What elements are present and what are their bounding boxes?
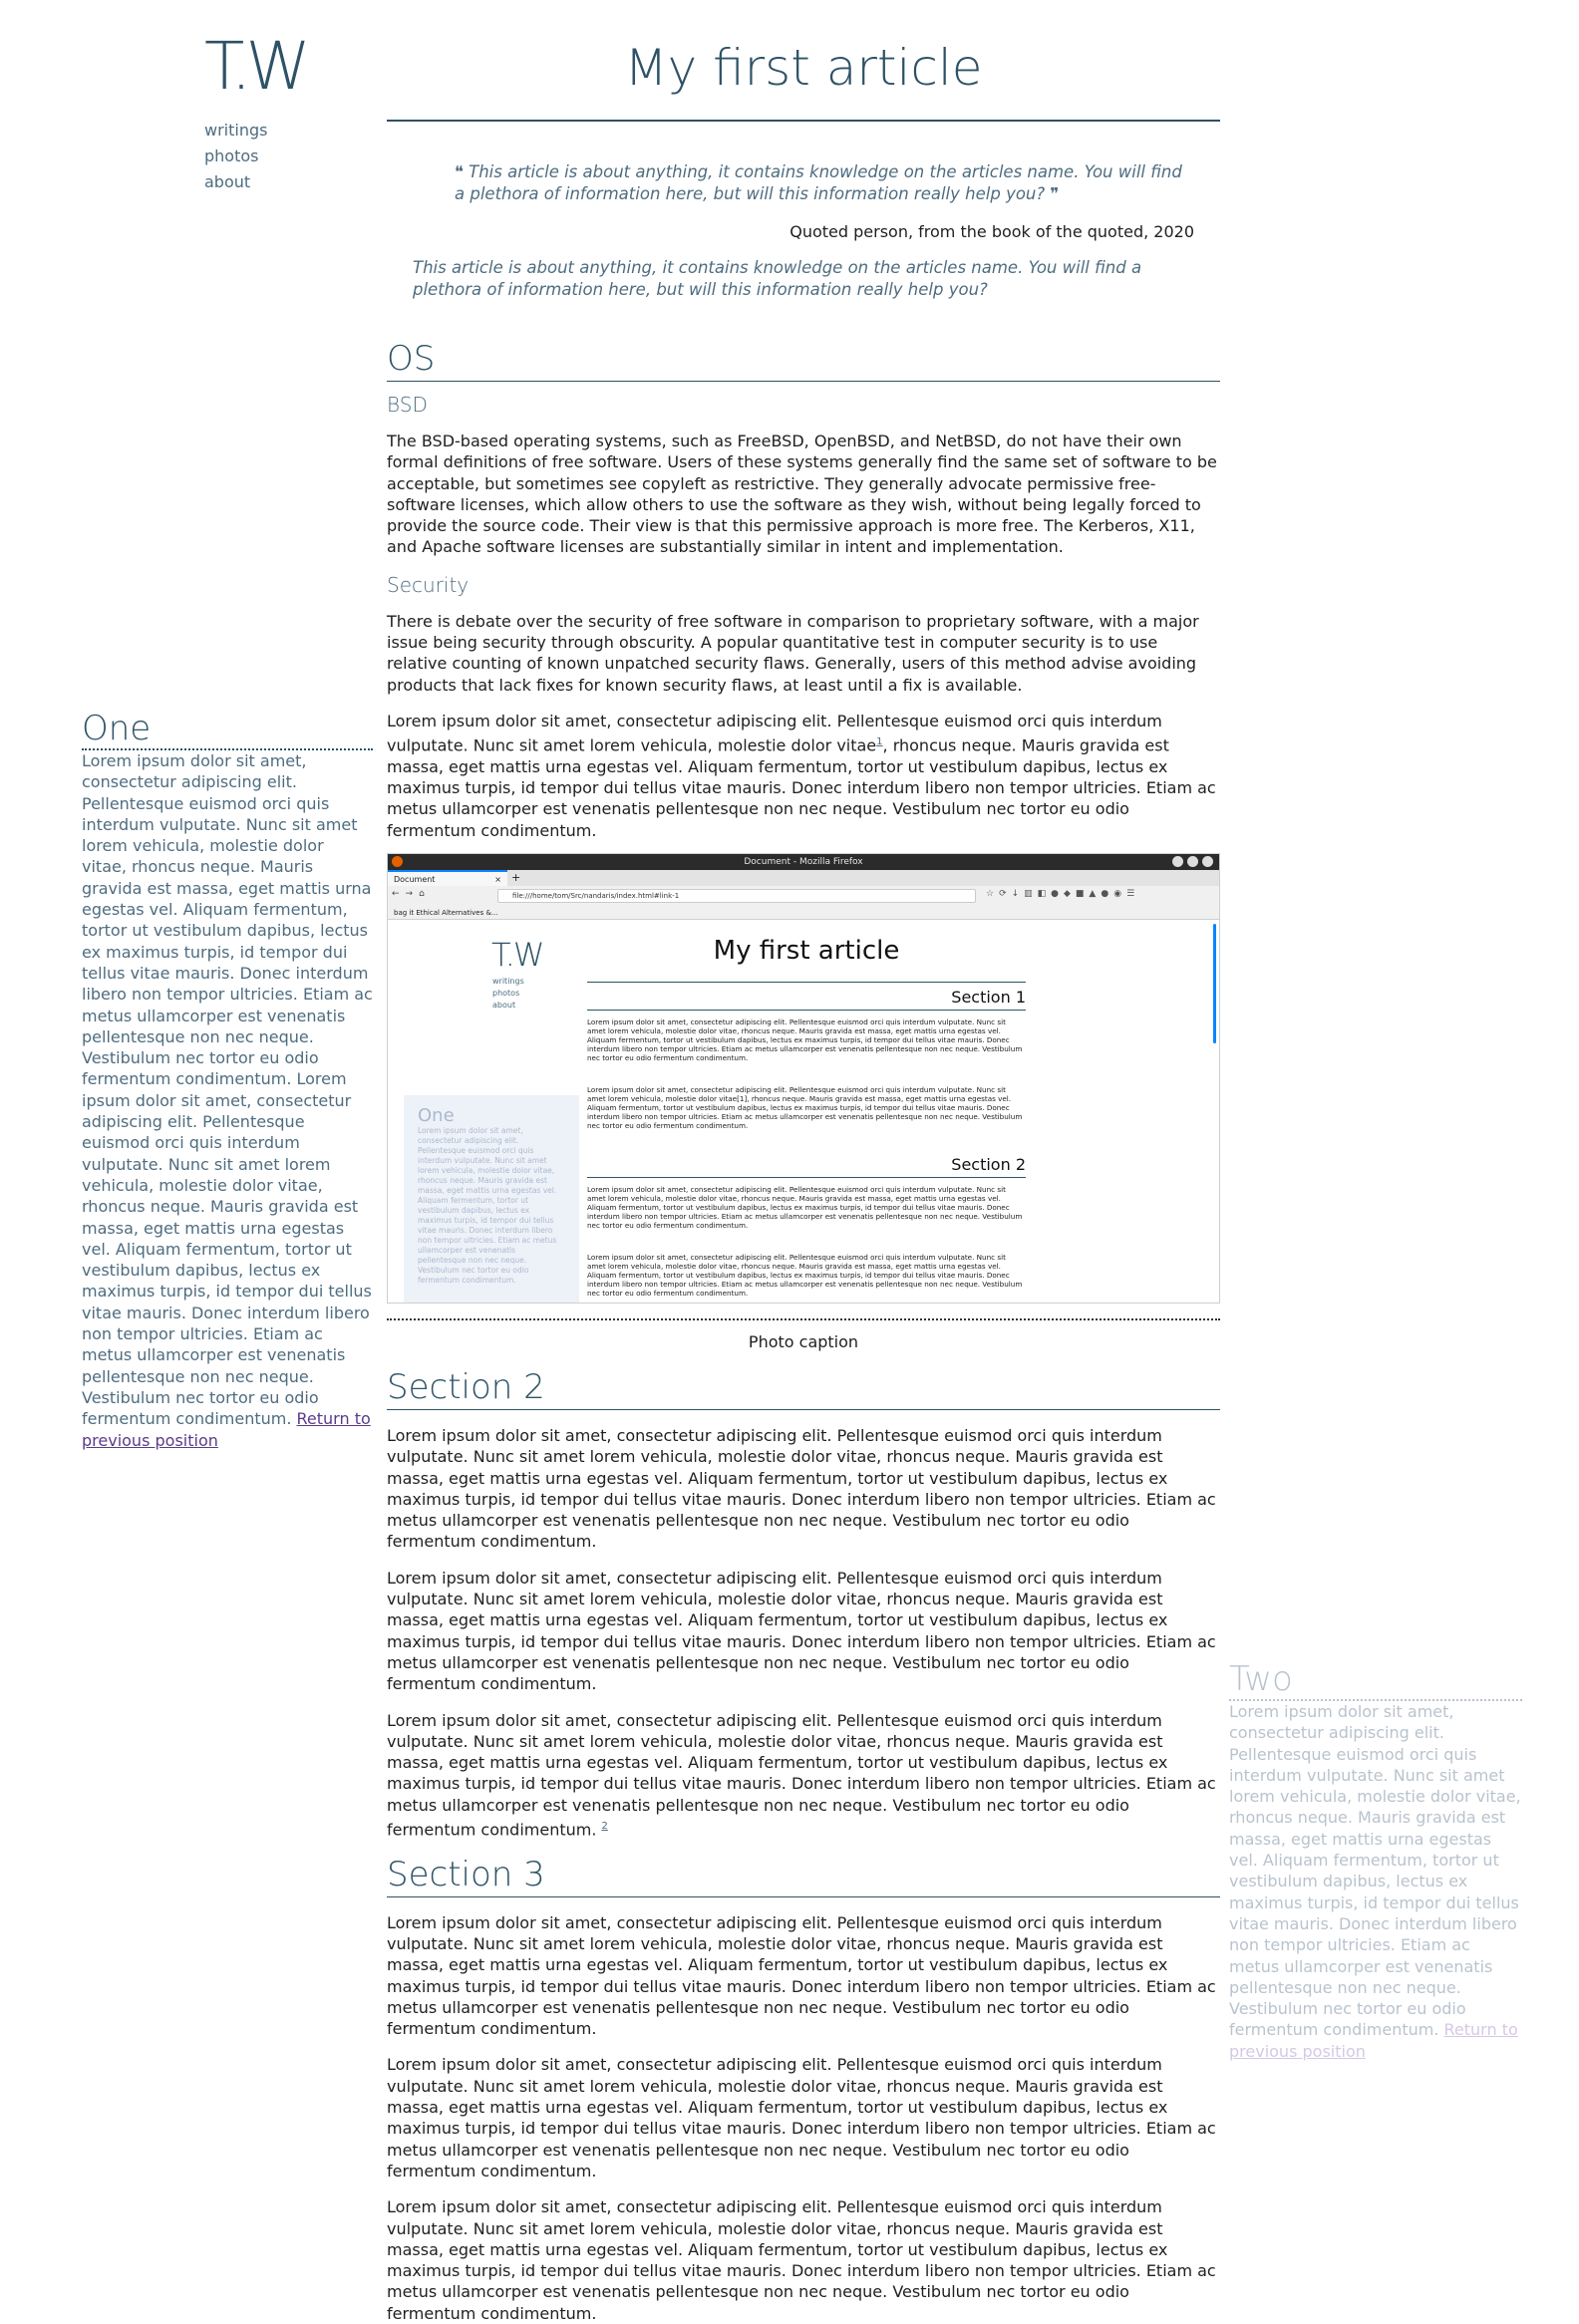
embedded-paragraph-footnote: Lorem ipsum dolor sit amet, consectetur adipiscing elit. Pellentesque euismod orci quis interdum vulputate. Nunc sit amet lorem vehicula, molestie dolor vitae[1], rhoncus neque. Mauris gravida est massa, eget mattis urna egestas vel. Aliquam fermentum, tortor ut vestibulum dapibus, lectus ex maximus turpis, id tempor dui tellus vitae mauris. Donec interdum libero non tempor ultricies. Etiam ac metus ullamcorper est venenatis pellentesque non nec neque. Vestibulum nec tortor eu odio fermentum condimentum.: [587, 1085, 1023, 1130]
firefox-icon: [392, 856, 403, 867]
nav-writings[interactable]: writings: [204, 121, 268, 140]
footnote-1-link[interactable]: 1: [876, 736, 883, 748]
section-2-paragraph-3-text: Lorem ipsum dolor sit amet, consectetur adipiscing elit. Pellentesque euismod orci quis interdum vulputate. Nunc sit amet lorem vehicula, molestie dolor vitae, rhoncus neque. Mauris gravida est massa, eget mattis urna egestas vel. Aliquam fermentum, tortor ut vestibulum dapibus, lectus ex maximus turpis, id tempor dui tellus vitae mauris. Donec interdum libero non tempor ultricies. Etiam ac metus ullamcorper est venenatis pellentesque non nec neque. Vestibulum nec tortor eu odio fermentum condimentum.: [387, 1710, 1216, 1840]
embedded-margin-note: [404, 1095, 579, 1304]
embedded-paragraph-2: Lorem ipsum dolor sit amet, consectetur adipiscing elit. Pellentesque euismod orci quis interdum vulputate. Nunc sit amet lorem vehicula, molestie dolor vitae, rhoncus neque. Mauris gravida est massa, eget mattis urna egestas vel. Aliquam fermentum, tortor ut vestibulum dapibus, lectus ex maximus turpis, id tempor dui tellus vitae mauris. Donec interdum libero non tempor ultricies. Etiam ac metus ullamcorper est venenatis pellentesque non nec neque. Vestibulum nec tortor eu odio fermentum condimentum.: [587, 1185, 1023, 1230]
browser-tabbar: [388, 870, 1219, 886]
embedded-note-text: Lorem ipsum dolor sit amet, consectetur adipiscing elit. Pellentesque euismod orci quis interdum vulputate. Nunc sit amet lorem vehicula, molestie dolor vitae, rhoncus neque. Mauris gravida est massa, eget mattis urna egestas vel. Aliquam fermentum, tortor ut vestibulum dapibus, lectus ex maximus turpis, id tempor dui tellus vitae mauris. Donec interdum libero non tempor ultricies. Etiam ac metus ullamcorper est venenatis pellentesque non nec neque. Vestibulum nec tortor eu odio fermentum condimentum.: [418, 1126, 557, 1285]
return-link-two[interactable]: Return to previous position: [1229, 2020, 1518, 2061]
browser-nav-icons: ←→⌂: [392, 889, 431, 899]
section-2-paragraph-3: [387, 1710, 1220, 1841]
photo-caption: Photo caption: [748, 1332, 859, 1351]
page-title: My first article: [387, 38, 1220, 122]
section-3-paragraph-2: Lorem ipsum dolor sit amet, consectetur adipiscing elit. Pellentesque euismod orci quis interdum vulputate. Nunc sit amet lorem vehicula, molestie dolor vitae, rhoncus neque. Mauris gravida est massa, eget mattis urna egestas vel. Aliquam fermentum, tortor ut vestibulum dapibus, lectus ex maximus turpis, id tempor dui tellus vitae mauris. Donec interdum libero non tempor ultricies. Etiam ac metus ullamcorper est venenatis pellentesque non nec neque. Vestibulum nec tortor eu odio fermentum condimentum.: [387, 2055, 1216, 2180]
margin-note-two-heading: Two: [1229, 1659, 1522, 1701]
quote-citation: Quoted person, from the book of the quoted, 2020: [790, 222, 1194, 241]
article: [387, 0, 1220, 841]
margin-note-two-text: Lorem ipsum dolor sit amet, consectetur adipiscing elit. Pellentesque euismod orci quis interdum vulputate. Nunc sit amet lorem vehicula, molestie dolor vitae, rhoncus neque. Mauris gravida est massa, eget mattis urna egestas vel. Aliquam fermentum, tortor ut vestibulum dapibus, lectus ex maximus turpis, id tempor dui tellus vitae mauris. Donec interdum libero non tempor ultricies. Etiam ac metus ullamcorper est venenatis pellentesque non nec neque. Vestibulum nec tortor eu odio fermentum condimentum.: [1229, 1702, 1521, 2040]
browser-url-bar: file:///home/tom/Src/nandaris/index.html#link-1: [497, 889, 976, 903]
paragraph-footnote-1: [387, 711, 1220, 841]
embedded-nav: [492, 976, 524, 1012]
embedded-nav-about: about: [492, 1001, 516, 1010]
embedded-title: My first article: [713, 936, 900, 966]
paragraph-bsd: The BSD-based operating systems, such as FreeBSD, OpenBSD, and NetBSD, do not have their own formal definitions of free software. Users of these systems generally find the same set of software to be acceptable, but sometimes see copyleft as restrictive. They generally advocate permissive free-software licenses, which allow others to use the software as they wish, without being legally forced to provide the source code. Their view is that this permissive approach is more free. The Kerberos, X11, and Apache software licenses are substantially similar in intent and implementation.: [387, 432, 1217, 557]
article-continued: [387, 1367, 1220, 2324]
embedded-page: [388, 920, 1219, 1304]
embedded-section-2-rule: [587, 1177, 1026, 1178]
site-nav: [204, 118, 267, 195]
margin-note-one-body: [82, 750, 373, 1451]
embedded-paragraph-3: Lorem ipsum dolor sit amet, consectetur adipiscing elit. Pellentesque euismod orci quis interdum vulputate. Nunc sit amet lorem vehicula, molestie dolor vitae, rhoncus neque. Mauris gravida est massa, eget mattis urna egestas vel. Aliquam fermentum, tortor ut vestibulum dapibus, lectus ex maximus turpis, id tempor dui tellus vitae mauris. Donec interdum libero non tempor ultricies. Etiam ac metus ullamcorper est venenatis pellentesque non nec neque. Vestibulum nec tortor eu odio fermentum condimentum.: [587, 1253, 1023, 1298]
pull-quote: This article is about anything, it contains knowledge on the articles name. You will find a plethora of information here, but will this information really help you?: [413, 258, 1142, 299]
blockquote: ❝ This article is about anything, it contains knowledge on the articles name. You will find a plethora of information here, but will this information really help you? ❞: [455, 162, 1182, 203]
embedded-note-heading: One: [418, 1105, 455, 1126]
margin-note-one-heading: One: [82, 709, 373, 750]
browser-tab-label: Document: [394, 875, 436, 884]
paragraph-text-b: , rhoncus neque. Mauris gravida est massa, eget mattis urna egestas vel. Aliquam fermentum, tortor ut vestibulum dapibus, lectus ex maximus turpis, id tempor dui tellus vitae mauris. Donec interdum libero non tempor ultricies. Etiam ac metus ullamcorper est venenatis pellentesque non nec neque. Vestibulum nec tortor eu odio fermentum condimentum.: [387, 735, 1216, 840]
section-2-paragraph-1: Lorem ipsum dolor sit amet, consectetur adipiscing elit. Pellentesque euismod orci quis interdum vulputate. Nunc sit amet lorem vehicula, molestie dolor vitae, rhoncus neque. Mauris gravida est massa, eget mattis urna egestas vel. Aliquam fermentum, tortor ut vestibulum dapibus, lectus ex maximus turpis, id tempor dui tellus vitae mauris. Donec interdum libero non tempor ultricies. Etiam ac metus ullamcorper est venenatis pellentesque non nec neque. Vestibulum nec tortor eu odio fermentum condimentum.: [387, 1426, 1216, 1552]
paragraph-security: There is debate over the security of free software in comparison to proprietary software, with a major issue being security through obscurity. A popular quantitative test in computer security is to use relative counting of known unpatched security flaws. Generally, users of this method advise avoiding products that lack fixes for known security flaws, at least until a fix is available.: [387, 611, 1199, 695]
section-3-paragraph-1: Lorem ipsum dolor sit amet, consectetur adipiscing elit. Pellentesque euismod orci quis interdum vulputate. Nunc sit amet lorem vehicula, molestie dolor vitae, rhoncus neque. Mauris gravida est massa, eget mattis urna egestas vel. Aliquam fermentum, tortor ut vestibulum dapibus, lectus ex maximus turpis, id tempor dui tellus vitae mauris. Donec interdum libero non tempor ultricies. Etiam ac metus ullamcorper est venenatis pellentesque non nec neque. Vestibulum nec tortor eu odio fermentum condimentum.: [387, 1912, 1216, 2039]
section-2-paragraph-2: Lorem ipsum dolor sit amet, consectetur adipiscing elit. Pellentesque euismod orci quis interdum vulputate. Nunc sit amet lorem vehicula, molestie dolor vitae, rhoncus neque. Mauris gravida est massa, eget mattis urna egestas vel. Aliquam fermentum, tortor ut vestibulum dapibus, lectus ex maximus turpis, id tempor dui tellus vitae mauris. Donec interdum libero non tempor ultricies. Etiam ac metus ullamcorper est venenatis pellentesque non nec neque. Vestibulum nec tortor eu odio fermentum condimentum.: [387, 1568, 1216, 1694]
nav-photos[interactable]: photos: [204, 146, 259, 165]
embedded-logo: T.W: [491, 936, 543, 974]
site-logo[interactable]: T.W: [204, 28, 305, 105]
section-heading-os: OS: [387, 339, 1220, 382]
footnote-2-ref: [602, 1821, 608, 1832]
browser-toolbar-icons: ☆⟳↓▥◧●◆■▲●◉☰: [986, 889, 1140, 899]
paragraph-text-a: Lorem ipsum dolor sit amet, consectetur adipiscing elit. Pellentesque euismod orci quis interdum vulputate. Nunc sit amet lorem vehicula, molestie dolor vitae: [387, 711, 1162, 755]
maximize-icon: [1187, 856, 1198, 867]
embedded-section-1: Section 1: [951, 988, 1026, 1007]
embedded-paragraph: Lorem ipsum dolor sit amet, consectetur adipiscing elit. Pellentesque euismod orci quis interdum vulputate. Nunc sit amet lorem vehicula, molestie dolor vitae, rhoncus neque. Mauris gravida est massa, eget mattis urna egestas vel. Aliquam fermentum, tortor ut vestibulum dapibus, lectus ex maximus turpis, id tempor dui tellus vitae mauris. Donec interdum libero non tempor ultricies. Etiam ac metus ullamcorper est venenatis pellentesque non nec neque. Vestibulum nec tortor eu odio fermentum condimentum.: [587, 1017, 1023, 1062]
footnote-2-link[interactable]: 2: [601, 1821, 608, 1833]
embedded-section-2: Section 2: [951, 1155, 1026, 1174]
browser-bookmarks-bar: bag it Ethical Alternatives &...: [388, 906, 1219, 920]
return-link-one[interactable]: Return to previous position: [82, 1409, 371, 1450]
figure-rule: [387, 1318, 1220, 1320]
browser-titlebar: [388, 854, 1219, 870]
close-icon: [1202, 856, 1213, 867]
embedded-nav-photos: photos: [492, 989, 520, 998]
embedded-title-rule: [587, 982, 1026, 983]
margin-note-two: [1229, 1659, 1522, 2062]
margin-note-one-text: Lorem ipsum dolor sit amet, consectetur adipiscing elit. Pellentesque euismod orci quis interdum vulputate. Nunc sit amet lorem vehicula, molestie dolor vitae, rhoncus neque. Mauris gravida est massa, eget mattis urna egestas vel. Aliquam fermentum, tortor ut vestibulum dapibus, lectus ex maximus turpis, id tempor dui tellus vitae mauris. Donec interdum libero non tempor ultricies. Etiam ac metus ullamcorper est venenatis pellentesque non nec neque. Vestibulum nec tortor eu odio fermentum condimentum. Lorem ipsum dolor sit amet, consectetur adipiscing elit. Pellentesque euismod orci quis interdum vulputate. Nunc sit amet lorem vehicula, molestie dolor vitae, rhoncus neque. Mauris gravida est massa, eget mattis urna egestas vel. Aliquam fermentum, tortor ut vestibulum dapibus, lectus ex maximus turpis, id tempor dui tellus vitae mauris. Donec interdum libero non tempor ultricies. Etiam ac metus ullamcorper est venenatis pellentesque non nec neque. Vestibulum nec tortor eu odio fermentum condimentum.: [82, 751, 373, 1429]
section-3-paragraph-3: Lorem ipsum dolor sit amet, consectetur adipiscing elit. Pellentesque euismod orci quis interdum vulputate. Nunc sit amet lorem vehicula, molestie dolor vitae, rhoncus neque. Mauris gravida est massa, eget mattis urna egestas vel. Aliquam fermentum, tortor ut vestibulum dapibus, lectus ex maximus turpis, id tempor dui tellus vitae mauris. Donec interdum libero non tempor ultricies. Etiam ac metus ullamcorper est venenatis pellentesque non nec neque. Vestibulum nec tortor eu odio fermentum condimentum.: [387, 2197, 1216, 2323]
subheading-security: Security: [387, 572, 470, 597]
embedded-nav-writings: writings: [492, 977, 524, 986]
browser-toolbar: [388, 886, 1219, 906]
section-heading-3: Section 3: [387, 1855, 1220, 1897]
margin-note-two-body: [1229, 1701, 1522, 2062]
subheading-bsd: BSD: [387, 393, 428, 417]
margin-note-one: [82, 709, 373, 1451]
browser-tab: [388, 870, 507, 886]
tab-close-icon: ×: [494, 875, 501, 884]
new-tab-icon: +: [511, 871, 521, 884]
embedded-screenshot: [387, 853, 1220, 1304]
minimize-icon: [1172, 856, 1183, 867]
nav-about[interactable]: about: [204, 172, 251, 191]
browser-window-title: Document - Mozilla Firefox: [744, 857, 863, 867]
section-heading-2: Section 2: [387, 1367, 1220, 1410]
embedded-section-1-rule: [587, 1010, 1026, 1011]
embedded-scrollbar: [1213, 924, 1216, 1043]
